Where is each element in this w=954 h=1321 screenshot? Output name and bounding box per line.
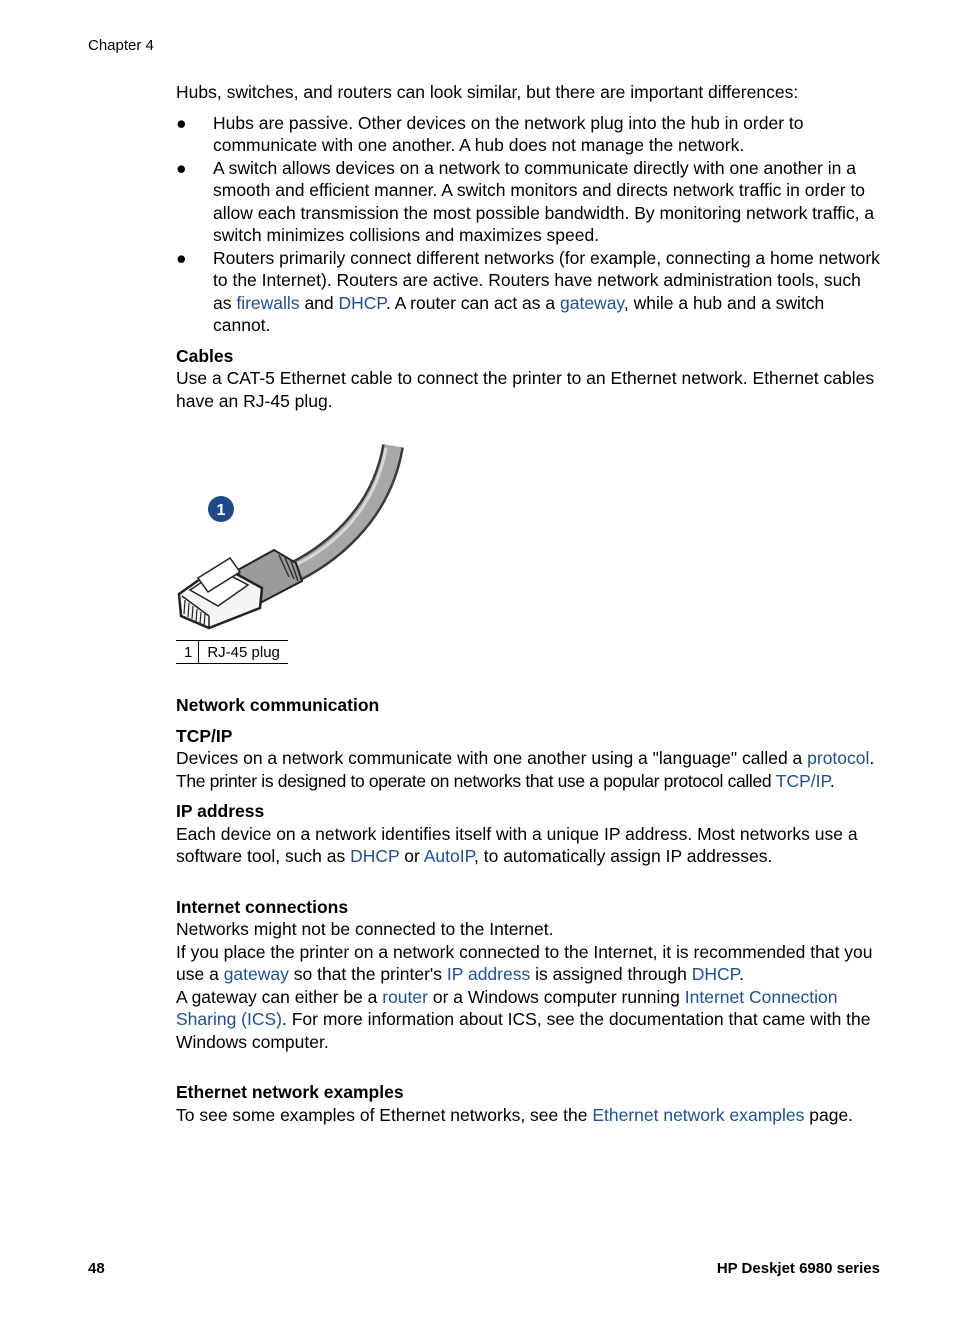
tcpip-paragraph bbox=[176, 747, 882, 792]
link-gateway[interactable]: gateway bbox=[560, 292, 624, 313]
text-run: page. bbox=[804, 1104, 854, 1125]
text-run: A gateway can either be a bbox=[176, 986, 383, 1007]
caption-number: 1 bbox=[176, 641, 199, 664]
link-ethernet-network-examples[interactable]: Ethernet network examples bbox=[592, 1104, 805, 1125]
link-dhcp[interactable]: DHCP bbox=[338, 292, 386, 313]
link-dhcp[interactable]: DHCP bbox=[691, 964, 740, 984]
page-number: 48 bbox=[88, 1260, 105, 1277]
rj45-figure bbox=[176, 438, 436, 638]
text-run: To see some examples of Ethernet networks, see the bbox=[176, 1104, 593, 1125]
rj45-cable-illustration bbox=[176, 438, 436, 638]
text-run: , to automatically assign IP addresses. bbox=[474, 846, 773, 866]
text-run: and bbox=[299, 292, 339, 313]
table-row bbox=[176, 641, 288, 664]
link-protocol[interactable]: protocol bbox=[807, 748, 870, 768]
text-run: . The printer is designed to operate on networks that use a popular protocol called bbox=[176, 748, 874, 791]
caption-label: RJ-45 plug bbox=[199, 641, 288, 664]
link-firewalls[interactable]: firewalls bbox=[236, 292, 300, 313]
bullet-switch bbox=[176, 157, 882, 247]
text-run: Devices on a network communicate with one another using a "language" called a bbox=[176, 748, 808, 768]
internet-paragraph-2 bbox=[176, 941, 882, 986]
bullet-routers bbox=[176, 247, 882, 337]
internet-paragraph-1: Networks might not be connected to the Internet. bbox=[176, 919, 554, 939]
bullet-hubs bbox=[176, 112, 882, 157]
internet-paragraph-3 bbox=[176, 986, 882, 1054]
link-gateway[interactable]: gateway bbox=[223, 964, 289, 984]
text-run: is assigned through bbox=[530, 964, 692, 984]
bullet-dot: ● bbox=[176, 247, 187, 268]
network-communication-heading: Network communication bbox=[176, 695, 380, 715]
text-run: . For more information about ICS, see the documentation that came with the Windows computer. bbox=[176, 1009, 871, 1052]
cables-paragraph: Use a CAT-5 Ethernet cable to connect the printer to an Ethernet network. Ethernet cables have an RJ-45 plug. bbox=[176, 368, 875, 411]
text-run: . bbox=[829, 770, 835, 791]
text-run: or bbox=[399, 846, 424, 866]
bullet-switch-text: A switch allows devices on a network to communicate directly with one another in a smooth and efficient manner. A switch monitors and directs network traffic in order to allow each transmission the most possible bandwidth. By monitoring network traffic, a switch minimizes collisions and maximizes speed. bbox=[213, 157, 875, 245]
tcpip-heading: TCP/IP bbox=[176, 725, 233, 746]
intro-paragraph: Hubs, switches, and routers can look similar, but there are important differences: bbox=[176, 82, 799, 102]
ip-address-heading: IP address bbox=[176, 801, 265, 821]
internet-connections-heading: Internet connections bbox=[176, 896, 349, 917]
text-run: If you place the printer on a network connected to the Internet, it is recommended that you use a bbox=[176, 941, 873, 984]
link-ip-address[interactable]: IP address bbox=[446, 964, 531, 984]
text-run: so that the printer's bbox=[288, 964, 447, 984]
figure-caption-table bbox=[176, 640, 288, 664]
text-run: , while a hub and a switch cannot. bbox=[213, 292, 825, 335]
link-router[interactable]: router bbox=[382, 986, 428, 1007]
link-ics[interactable]: Internet Connection Sharing (ICS) bbox=[176, 986, 838, 1029]
cables-heading: Cables bbox=[176, 345, 234, 366]
ip-address-paragraph bbox=[176, 823, 882, 868]
product-name: HP Deskjet 6980 series bbox=[716, 1260, 880, 1277]
link-dhcp[interactable]: DHCP bbox=[350, 846, 400, 866]
ethernet-examples-heading: Ethernet network examples bbox=[176, 1082, 404, 1102]
link-tcpip[interactable]: TCP/IP bbox=[775, 770, 830, 791]
callout-number: 1 bbox=[216, 502, 226, 519]
bullet-dot: ● bbox=[176, 112, 187, 133]
bullet-dot: ● bbox=[176, 157, 187, 178]
chapter-header: Chapter 4 bbox=[88, 37, 154, 54]
bullet-hubs-text: Hubs are passive. Other devices on the network plug into the hub in order to communicate with one another. A hub does not manage the network. bbox=[213, 112, 804, 155]
text-run: Routers primarily connect different networks (for example, connecting a home network to the Internet). Routers are active. Routers have network administration tools, such as bbox=[213, 247, 880, 313]
text-run: . A router can act as a bbox=[385, 292, 560, 313]
ethernet-examples-paragraph bbox=[176, 1104, 882, 1127]
text-run: . bbox=[739, 964, 744, 984]
text-run: Each device on a network identifies itself with a unique IP address. Most networks use a software tool, such as bbox=[176, 823, 858, 866]
link-autoip[interactable]: AutoIP bbox=[423, 846, 475, 866]
page-content bbox=[176, 81, 882, 1126]
bullet-routers-text bbox=[213, 248, 880, 336]
text-run: or a Windows computer running bbox=[427, 986, 685, 1007]
